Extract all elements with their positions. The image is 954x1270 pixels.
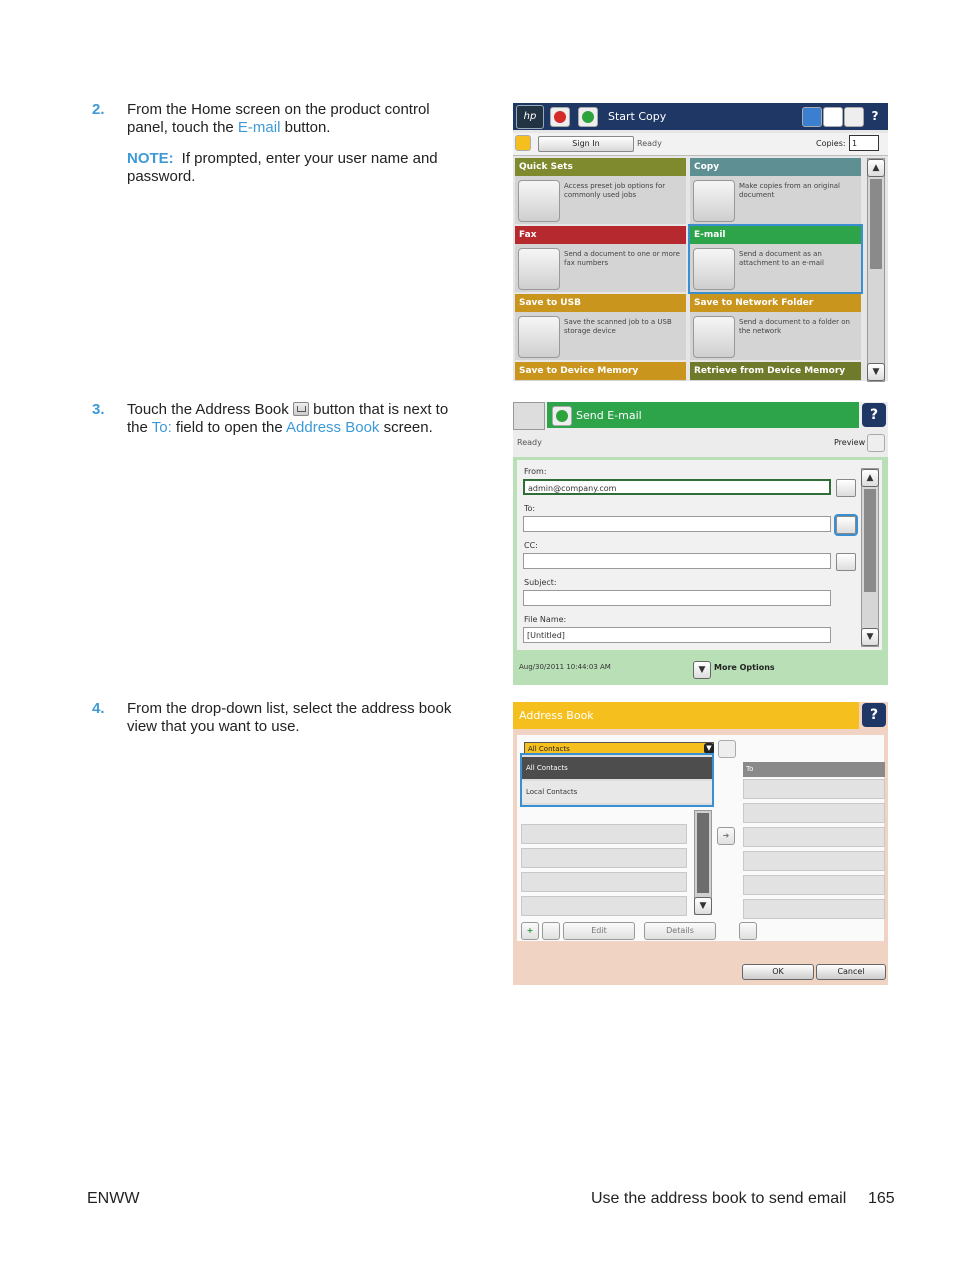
sign-in-button[interactable]: Sign In [538,136,634,152]
scroll-down-icon[interactable]: ▼ [867,363,885,381]
start-button[interactable] [578,107,598,127]
search-magnifier-icon[interactable] [718,740,736,758]
footer-left: ENWW [87,1190,140,1207]
option-all-contacts[interactable]: All Contacts [522,757,712,779]
copies-label: Copies: [816,139,846,148]
screen-title: Address Book [513,702,859,729]
sleep-button[interactable] [823,107,843,127]
edit-button[interactable]: Edit [563,922,635,940]
home-button[interactable] [513,402,545,430]
tile-save-network-folder[interactable] [690,294,861,360]
ok-button[interactable]: OK [742,964,814,980]
top-bar [513,103,888,130]
help-icon[interactable]: ? [862,403,886,427]
tile-title: Save to Network Folder [690,294,861,312]
to-list-item[interactable] [743,827,885,847]
add-contact-plus-icon[interactable]: + [521,922,539,940]
note [127,150,452,185]
delete-trash-icon[interactable] [739,922,757,940]
language-button[interactable] [844,107,864,127]
to-list-item[interactable] [743,875,885,895]
text: button. [280,118,331,136]
address-book-link[interactable]: Address Book [286,418,380,436]
tile-copy[interactable] [690,158,861,224]
tile-desc: Send a document to one or more fax numbers [564,250,680,267]
tile-quick-sets[interactable] [515,158,686,224]
text: From the Home screen on the product control panel, touch the [127,101,430,136]
option-local-contacts[interactable]: Local Contacts [522,781,712,803]
title-bar [547,402,859,428]
step-text [127,101,452,136]
tile-title: Copy [690,158,861,176]
address-book-screen [513,702,888,985]
start-icon [556,410,568,422]
text: button that is next to the [127,401,449,436]
step-number: 3. [92,401,105,418]
tile-title: Save to Device Memory [515,362,686,380]
cancel-button[interactable]: Cancel [816,964,886,980]
scrollbar[interactable] [867,158,885,382]
scrollbar[interactable] [861,468,879,647]
text: screen. [379,418,433,436]
status-bar [513,133,888,156]
copy-icon [693,180,735,222]
dropdown-menu [522,755,712,805]
tile-desc: Make copies from an original document [739,182,840,199]
address-book-icon[interactable] [836,553,856,571]
address-book-icon[interactable] [836,516,856,534]
copies-input[interactable]: 1 [849,135,879,151]
usb-icon [518,316,560,358]
more-options-chevron-icon[interactable]: ▼ [693,661,711,679]
note-text: If prompted, enter your user name and password. [127,150,438,185]
envelope-icon [693,248,735,290]
list-item[interactable] [521,824,687,844]
page-number: 165 [868,1190,895,1207]
form-panel [517,460,882,650]
list-item[interactable] [521,872,687,892]
note-label: NOTE: [127,150,174,167]
from-field[interactable]: admin@company.com [523,479,831,495]
list-item[interactable] [521,848,687,868]
tile-desc: Save the scanned job to a USB storage device [564,318,672,335]
home-screen [513,103,888,381]
send-email-screen [513,402,888,685]
tile-retrieve-device-memory[interactable] [690,362,861,381]
tile-desc: Access preset job options for commonly used jobs [564,182,666,199]
start-icon [582,111,594,123]
status-text: Ready [517,438,542,447]
scroll-down-icon[interactable]: ▼ [861,628,879,646]
address-book-icon [293,402,309,416]
tile-desc: Send a document as an attachment to an e-mail [739,250,824,267]
scrollbar[interactable] [694,810,712,915]
details-button[interactable]: Details [644,922,716,940]
text: field to open the [171,418,287,436]
form-area [513,457,888,685]
scroll-up-icon[interactable]: ▲ [867,159,885,177]
step-4 [92,700,452,735]
to-field[interactable] [523,516,831,532]
to-list-item[interactable] [743,851,885,871]
start-copy-label: Start Copy [608,110,667,123]
tile-email[interactable] [690,226,861,292]
address-book-panel [517,735,884,941]
to-header: To [743,762,885,777]
scroll-thumb[interactable] [697,813,709,893]
preview-label: Preview [834,438,866,447]
chevron-down-icon[interactable]: ▼ [704,743,714,754]
hp-logo: hp [516,105,544,129]
tile-save-usb[interactable] [515,294,686,360]
network-button[interactable] [802,107,822,127]
address-book-view-dropdown[interactable]: All Contacts [524,742,714,755]
tile-title: Quick Sets [515,158,686,176]
help-icon[interactable]: ? [862,703,886,727]
help-icon[interactable]: ? [865,105,885,127]
tile-title: Save to USB [515,294,686,312]
more-options-label[interactable]: More Options [714,663,775,672]
status-text: Ready [637,139,662,148]
text: Touch the Address Book [127,401,293,418]
file-name-label: File Name: [524,615,567,624]
scroll-up-icon[interactable]: ▲ [861,469,879,487]
start-button[interactable] [552,406,572,426]
add-to-list-arrow-icon[interactable]: ➜ [717,827,735,845]
tile-fax[interactable] [515,226,686,292]
email-link[interactable]: E-mail [237,118,281,136]
scroll-down-icon[interactable]: ▼ [694,897,712,915]
stop-icon [554,111,566,123]
step-3 [92,401,452,436]
subject-label: Subject: [524,578,557,587]
address-book-icon[interactable] [836,479,856,497]
file-name-field[interactable]: [Untitled] [523,627,831,643]
step-number: 2. [92,101,105,118]
step-text: From the drop-down list, select the address book view that you want to use. [127,700,452,735]
list-item[interactable] [521,896,687,916]
step-2 [92,101,452,185]
to-link[interactable]: To: [151,418,172,436]
cc-label: CC: [524,541,538,550]
from-label: From: [524,467,547,476]
stop-button[interactable] [550,107,570,127]
footer-title: Use the address book to send email [591,1190,847,1207]
to-list-item[interactable] [743,803,885,823]
to-list-item[interactable] [743,779,885,799]
to-list-item[interactable] [743,899,885,919]
screen-title: Send E-mail [576,409,642,422]
home-icon[interactable] [515,135,531,151]
preview-magnifier-icon[interactable] [867,434,885,452]
scroll-thumb[interactable] [870,179,882,269]
quick-sets-icon [518,180,560,222]
tile-save-device-memory[interactable] [515,362,686,381]
delete-trash-icon[interactable] [542,922,560,940]
datetime: Aug/30/2011 10:44:03 AM [519,663,611,671]
scroll-thumb[interactable] [864,489,876,592]
fax-icon [518,248,560,290]
step-text [127,401,452,436]
to-label: To: [524,504,536,513]
tile-title: E-mail [690,226,861,244]
subject-field[interactable] [523,590,831,606]
tile-desc: Send a document to a folder on the network [739,318,850,335]
cc-field[interactable] [523,553,831,569]
tile-title: Fax [515,226,686,244]
folder-icon [693,316,735,358]
tile-title: Retrieve from Device Memory [690,362,861,380]
step-number: 4. [92,700,105,717]
